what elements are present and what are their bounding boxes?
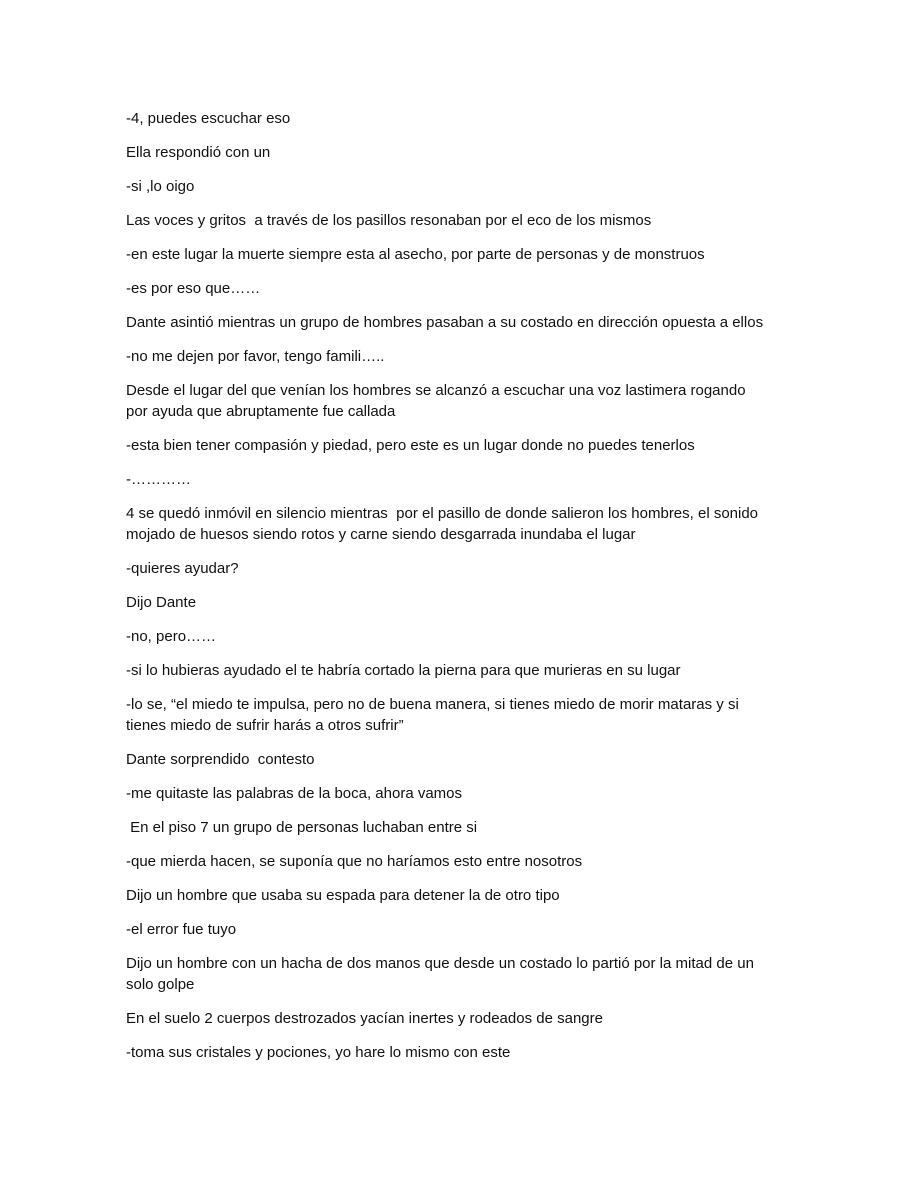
- document-body: [126, 108, 766, 1076]
- paragraph: 4 se quedó inmóvil en silencio mientras por el pasillo de donde salieron los hombres, el sonido mojado de huesos siendo rotos y carne siendo desgarrada inundaba el lugar: [126, 505, 763, 543]
- paragraph: Desde el lugar del que venían los hombres se alcanzó a escuchar una voz lastimera rogando por ayuda que abruptamente fue callada: [126, 382, 750, 420]
- paragraph: -quieres ayudar?: [126, 560, 239, 577]
- paragraph: -el error fue tuyo: [126, 921, 237, 938]
- paragraph: -me quitaste las palabras de la boca, ahora vamos: [126, 785, 463, 802]
- paragraph: Ella respondió con un: [126, 144, 271, 161]
- paragraph: Dijo un hombre que usaba su espada para detener la de otro tipo: [126, 887, 560, 904]
- paragraph: -en este lugar la muerte siempre esta al asecho, por parte de personas y de monstruos: [126, 246, 705, 263]
- paragraph: -no me dejen por favor, tengo famili…..: [126, 348, 385, 365]
- paragraph: -que mierda hacen, se suponía que no haríamos esto entre nosotros: [126, 853, 583, 870]
- paragraph: En el suelo 2 cuerpos destrozados yacían inertes y rodeados de sangre: [126, 1010, 603, 1027]
- paragraph: -si ,lo oigo: [126, 178, 195, 195]
- paragraph: Dijo Dante: [126, 594, 197, 611]
- paragraph: Dijo un hombre con un hacha de dos manos que desde un costado lo partió por la mitad de un solo golpe: [126, 955, 759, 993]
- paragraph: -toma sus cristales y pociones, yo hare lo mismo con este: [126, 1044, 511, 1061]
- paragraph: -es por eso que……: [126, 280, 261, 297]
- paragraph: -lo se, “el miedo te impulsa, pero no de buena manera, si tienes miedo de morir mataras y si tienes miedo de sufrir harás a otros sufrir”: [126, 696, 743, 734]
- paragraph: Las voces y gritos a través de los pasillos resonaban por el eco de los mismos: [126, 212, 652, 229]
- paragraph: -…………: [126, 471, 191, 488]
- paragraph: -4, puedes escuchar eso: [126, 110, 291, 127]
- paragraph: -no, pero……: [126, 628, 217, 645]
- paragraph: -esta bien tener compasión y piedad, pero este es un lugar donde no puedes tenerlos: [126, 437, 695, 454]
- paragraph: Dante sorprendido contesto: [126, 751, 315, 768]
- paragraph: -si lo hubieras ayudado el te habría cortado la pierna para que murieras en su lugar: [126, 662, 681, 679]
- paragraph: En el piso 7 un grupo de personas luchaban entre si: [126, 819, 478, 836]
- paragraph: Dante asintió mientras un grupo de hombres pasaban a su costado en dirección opuesta a ellos: [126, 314, 764, 331]
